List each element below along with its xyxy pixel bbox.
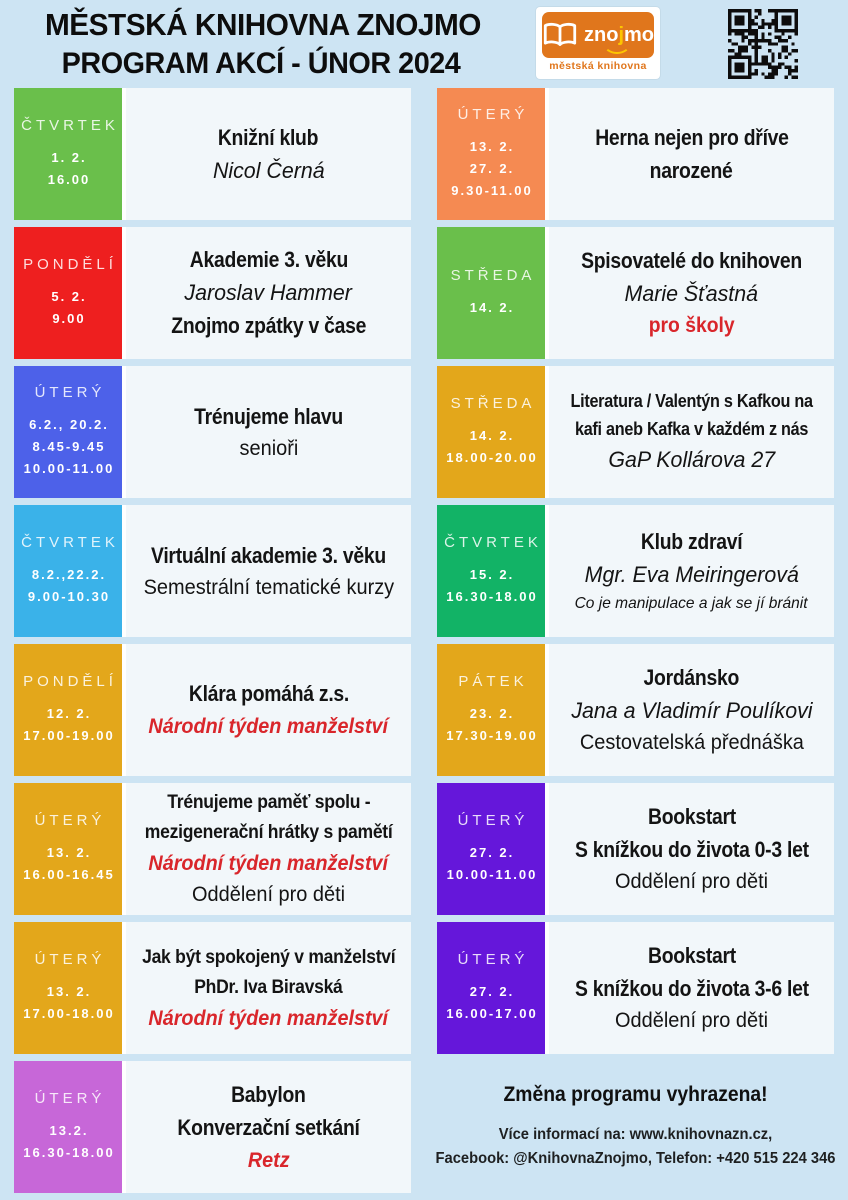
event-body xyxy=(549,644,834,776)
events-column-left xyxy=(14,88,411,1193)
event-body xyxy=(549,88,834,220)
event-body xyxy=(549,922,834,1054)
event-date-block xyxy=(14,88,122,220)
event-day: ÚTERÝ xyxy=(457,105,529,123)
logo-wordmark-j: j xyxy=(618,24,624,46)
page-title xyxy=(36,6,486,82)
event-card xyxy=(14,1061,411,1193)
event-date-block xyxy=(437,505,545,637)
event-body xyxy=(126,1061,411,1193)
event-card xyxy=(14,783,411,915)
event-line: Národní týden manželství xyxy=(148,714,389,738)
event-line: mezigenerační hrátky s pamětí xyxy=(144,821,393,843)
events-column-right xyxy=(437,88,834,1193)
event-line: Bookstart xyxy=(647,943,736,968)
event-line: narozené xyxy=(650,157,733,183)
event-dates: 27. 2. 16.00-17.00 xyxy=(446,983,538,1021)
event-date-block xyxy=(437,366,545,498)
event-day: ÚTERÝ xyxy=(457,950,529,968)
event-line: PhDr. Iva Biravská xyxy=(194,975,343,998)
event-card xyxy=(14,644,411,776)
event-line: Jordánsko xyxy=(643,665,740,690)
event-date-block xyxy=(14,783,122,915)
event-line: Národní týden manželství xyxy=(148,1005,389,1030)
event-line: S knížkou do života 0-3 let xyxy=(574,837,809,862)
event-card xyxy=(14,922,411,1054)
qr-code xyxy=(728,9,798,79)
event-dates: 13. 2. 27. 2. 9.30-11.00 xyxy=(451,138,533,199)
event-dates: 13.2. 16.30-18.00 xyxy=(23,1122,115,1160)
event-body xyxy=(126,644,411,776)
event-body xyxy=(549,505,834,637)
event-card xyxy=(437,644,834,776)
event-dates: 14. 2. 18.00-20.00 xyxy=(446,427,538,465)
event-line: Jana a Vladimír Poulíkovi xyxy=(570,698,813,723)
event-line: Znojmo zpátky v čase xyxy=(171,313,366,338)
event-day: ČTVRTEK xyxy=(444,533,542,551)
event-line: Semestrální tematické kurzy xyxy=(143,575,394,599)
logo-wordmark-pre: zno xyxy=(584,24,619,46)
event-body xyxy=(126,88,411,220)
event-line: Oddělení pro děti xyxy=(614,870,769,893)
event-dates: 14. 2. xyxy=(469,299,515,315)
event-body xyxy=(126,783,411,915)
event-day: STŘEDA xyxy=(450,266,536,284)
event-line: Co je manipulace a jak se jí bránit xyxy=(575,595,808,612)
event-line: Oddělení pro děti xyxy=(614,1009,769,1032)
event-line: Národní týden manželství xyxy=(148,851,389,875)
event-line: Klára pomáhá z.s. xyxy=(188,681,349,706)
open-book-icon xyxy=(542,19,578,51)
event-day: STŘEDA xyxy=(450,394,536,412)
event-day: ÚTERÝ xyxy=(457,811,529,829)
event-day: PONDĚLÍ xyxy=(23,672,117,690)
event-card xyxy=(437,505,834,637)
event-line: Trénujeme paměť spolu - xyxy=(166,791,371,813)
event-card xyxy=(14,88,411,220)
event-dates: 5. 2. 9.00 xyxy=(51,288,87,326)
event-line: Cestovatelská přednáška xyxy=(579,731,804,754)
event-date-block xyxy=(14,922,122,1054)
event-dates: 27. 2. 10.00-11.00 xyxy=(446,844,538,882)
event-line: Nicol Černá xyxy=(212,157,325,183)
contact-info xyxy=(436,1123,836,1171)
event-card xyxy=(437,783,834,915)
events-grid xyxy=(14,88,834,1193)
event-card xyxy=(437,922,834,1054)
event-dates: 13. 2. 17.00-18.00 xyxy=(23,983,115,1021)
event-card xyxy=(14,366,411,498)
event-body xyxy=(126,505,411,637)
event-line: Jak být spokojený v manželství xyxy=(141,945,396,968)
event-day: ČTVRTEK xyxy=(21,116,119,134)
event-line: Babylon xyxy=(231,1081,306,1107)
event-card xyxy=(437,366,834,498)
logo-smile-icon xyxy=(603,42,631,54)
event-line: senioři xyxy=(239,436,298,460)
event-dates: 6.2., 20.2. 8.45-9.45 10.00-11.00 xyxy=(23,416,115,477)
event-body xyxy=(549,227,834,359)
event-day: ČTVRTEK xyxy=(21,533,119,551)
event-dates: 15. 2. 16.30-18.00 xyxy=(446,566,538,604)
page-title-line2: PROGRAM AKCÍ - ÚNOR 2024 xyxy=(61,46,461,80)
program-change-notice: Změna programu vyhrazena! xyxy=(503,1082,768,1106)
contact-info-line2: Facebook: @KnihovnaZnojmo, Telefon: +420 515 224 346 xyxy=(435,1150,836,1167)
event-card xyxy=(437,227,834,359)
event-card xyxy=(14,227,411,359)
event-date-block xyxy=(437,783,545,915)
event-line: Trénujeme hlavu xyxy=(194,403,343,429)
event-line: Oddělení pro děti xyxy=(191,883,346,906)
event-line: S knížkou do života 3-6 let xyxy=(574,976,809,1001)
event-body xyxy=(126,922,411,1054)
event-dates: 12. 2. 17.00-19.00 xyxy=(23,705,115,743)
logo-tagline: městská knihovna xyxy=(549,60,647,72)
logo-orange-box xyxy=(542,12,654,58)
event-date-block xyxy=(14,1061,122,1193)
event-line: Marie Šťastná xyxy=(624,281,759,306)
event-line: Konverzační setkání xyxy=(177,1114,360,1140)
library-logo xyxy=(536,7,660,79)
event-date-block xyxy=(437,644,545,776)
event-day: ÚTERÝ xyxy=(34,811,106,829)
event-dates: 1. 2. 16.00 xyxy=(47,149,91,187)
event-line: Klub zdraví xyxy=(640,529,743,554)
event-card xyxy=(14,505,411,637)
event-day: PÁTEK xyxy=(458,672,528,690)
event-line: Spisovatelé do knihoven xyxy=(581,248,802,273)
event-card xyxy=(437,88,834,220)
event-dates: 13. 2. 16.00-16.45 xyxy=(23,844,115,882)
event-date-block xyxy=(437,88,545,220)
page-title-line1: MĚSTSKÁ KNIHOVNA ZNOJMO xyxy=(45,7,481,42)
event-dates: 23. 2. 17.30-19.00 xyxy=(446,705,538,743)
event-line: GaP Kollárova 27 xyxy=(608,447,775,472)
event-body xyxy=(549,783,834,915)
event-line: Mgr. Eva Meiringerová xyxy=(584,562,799,587)
event-date-block xyxy=(14,227,122,359)
event-line: Bookstart xyxy=(647,804,736,829)
program-footer xyxy=(437,1061,834,1193)
event-line: Knižní klub xyxy=(218,124,319,150)
event-line: Virtuální akademie 3. věku xyxy=(151,542,386,568)
logo-wordmark xyxy=(584,25,654,45)
event-date-block xyxy=(14,366,122,498)
event-dates: 8.2.,22.2. 9.00-10.30 xyxy=(27,566,111,604)
event-date-block xyxy=(437,922,545,1054)
event-body xyxy=(126,366,411,498)
event-day: ÚTERÝ xyxy=(34,950,106,968)
event-day: ÚTERÝ xyxy=(34,1089,106,1107)
contact-info-line1: Více informací na: www.knihovnazn.cz, xyxy=(498,1125,773,1143)
event-line: Herna nejen pro dříve xyxy=(594,124,789,150)
event-line: Literatura / Valentýn s Kafkou na xyxy=(570,391,813,411)
event-line: Akademie 3. věku xyxy=(189,247,348,272)
event-body xyxy=(126,227,411,359)
logo-wordmark-post: mo xyxy=(624,24,654,46)
event-date-block xyxy=(14,644,122,776)
event-body xyxy=(549,366,834,498)
event-line: kafi aneb Kafka v každém z nás xyxy=(574,419,809,439)
event-day: ÚTERÝ xyxy=(34,383,106,401)
event-line: Retz xyxy=(247,1147,290,1172)
poster-header xyxy=(0,0,848,88)
event-line: pro školy xyxy=(648,314,735,337)
event-line: Jaroslav Hammer xyxy=(184,280,353,305)
event-date-block xyxy=(14,505,122,637)
event-day: PONDĚLÍ xyxy=(23,255,117,273)
event-date-block xyxy=(437,227,545,359)
